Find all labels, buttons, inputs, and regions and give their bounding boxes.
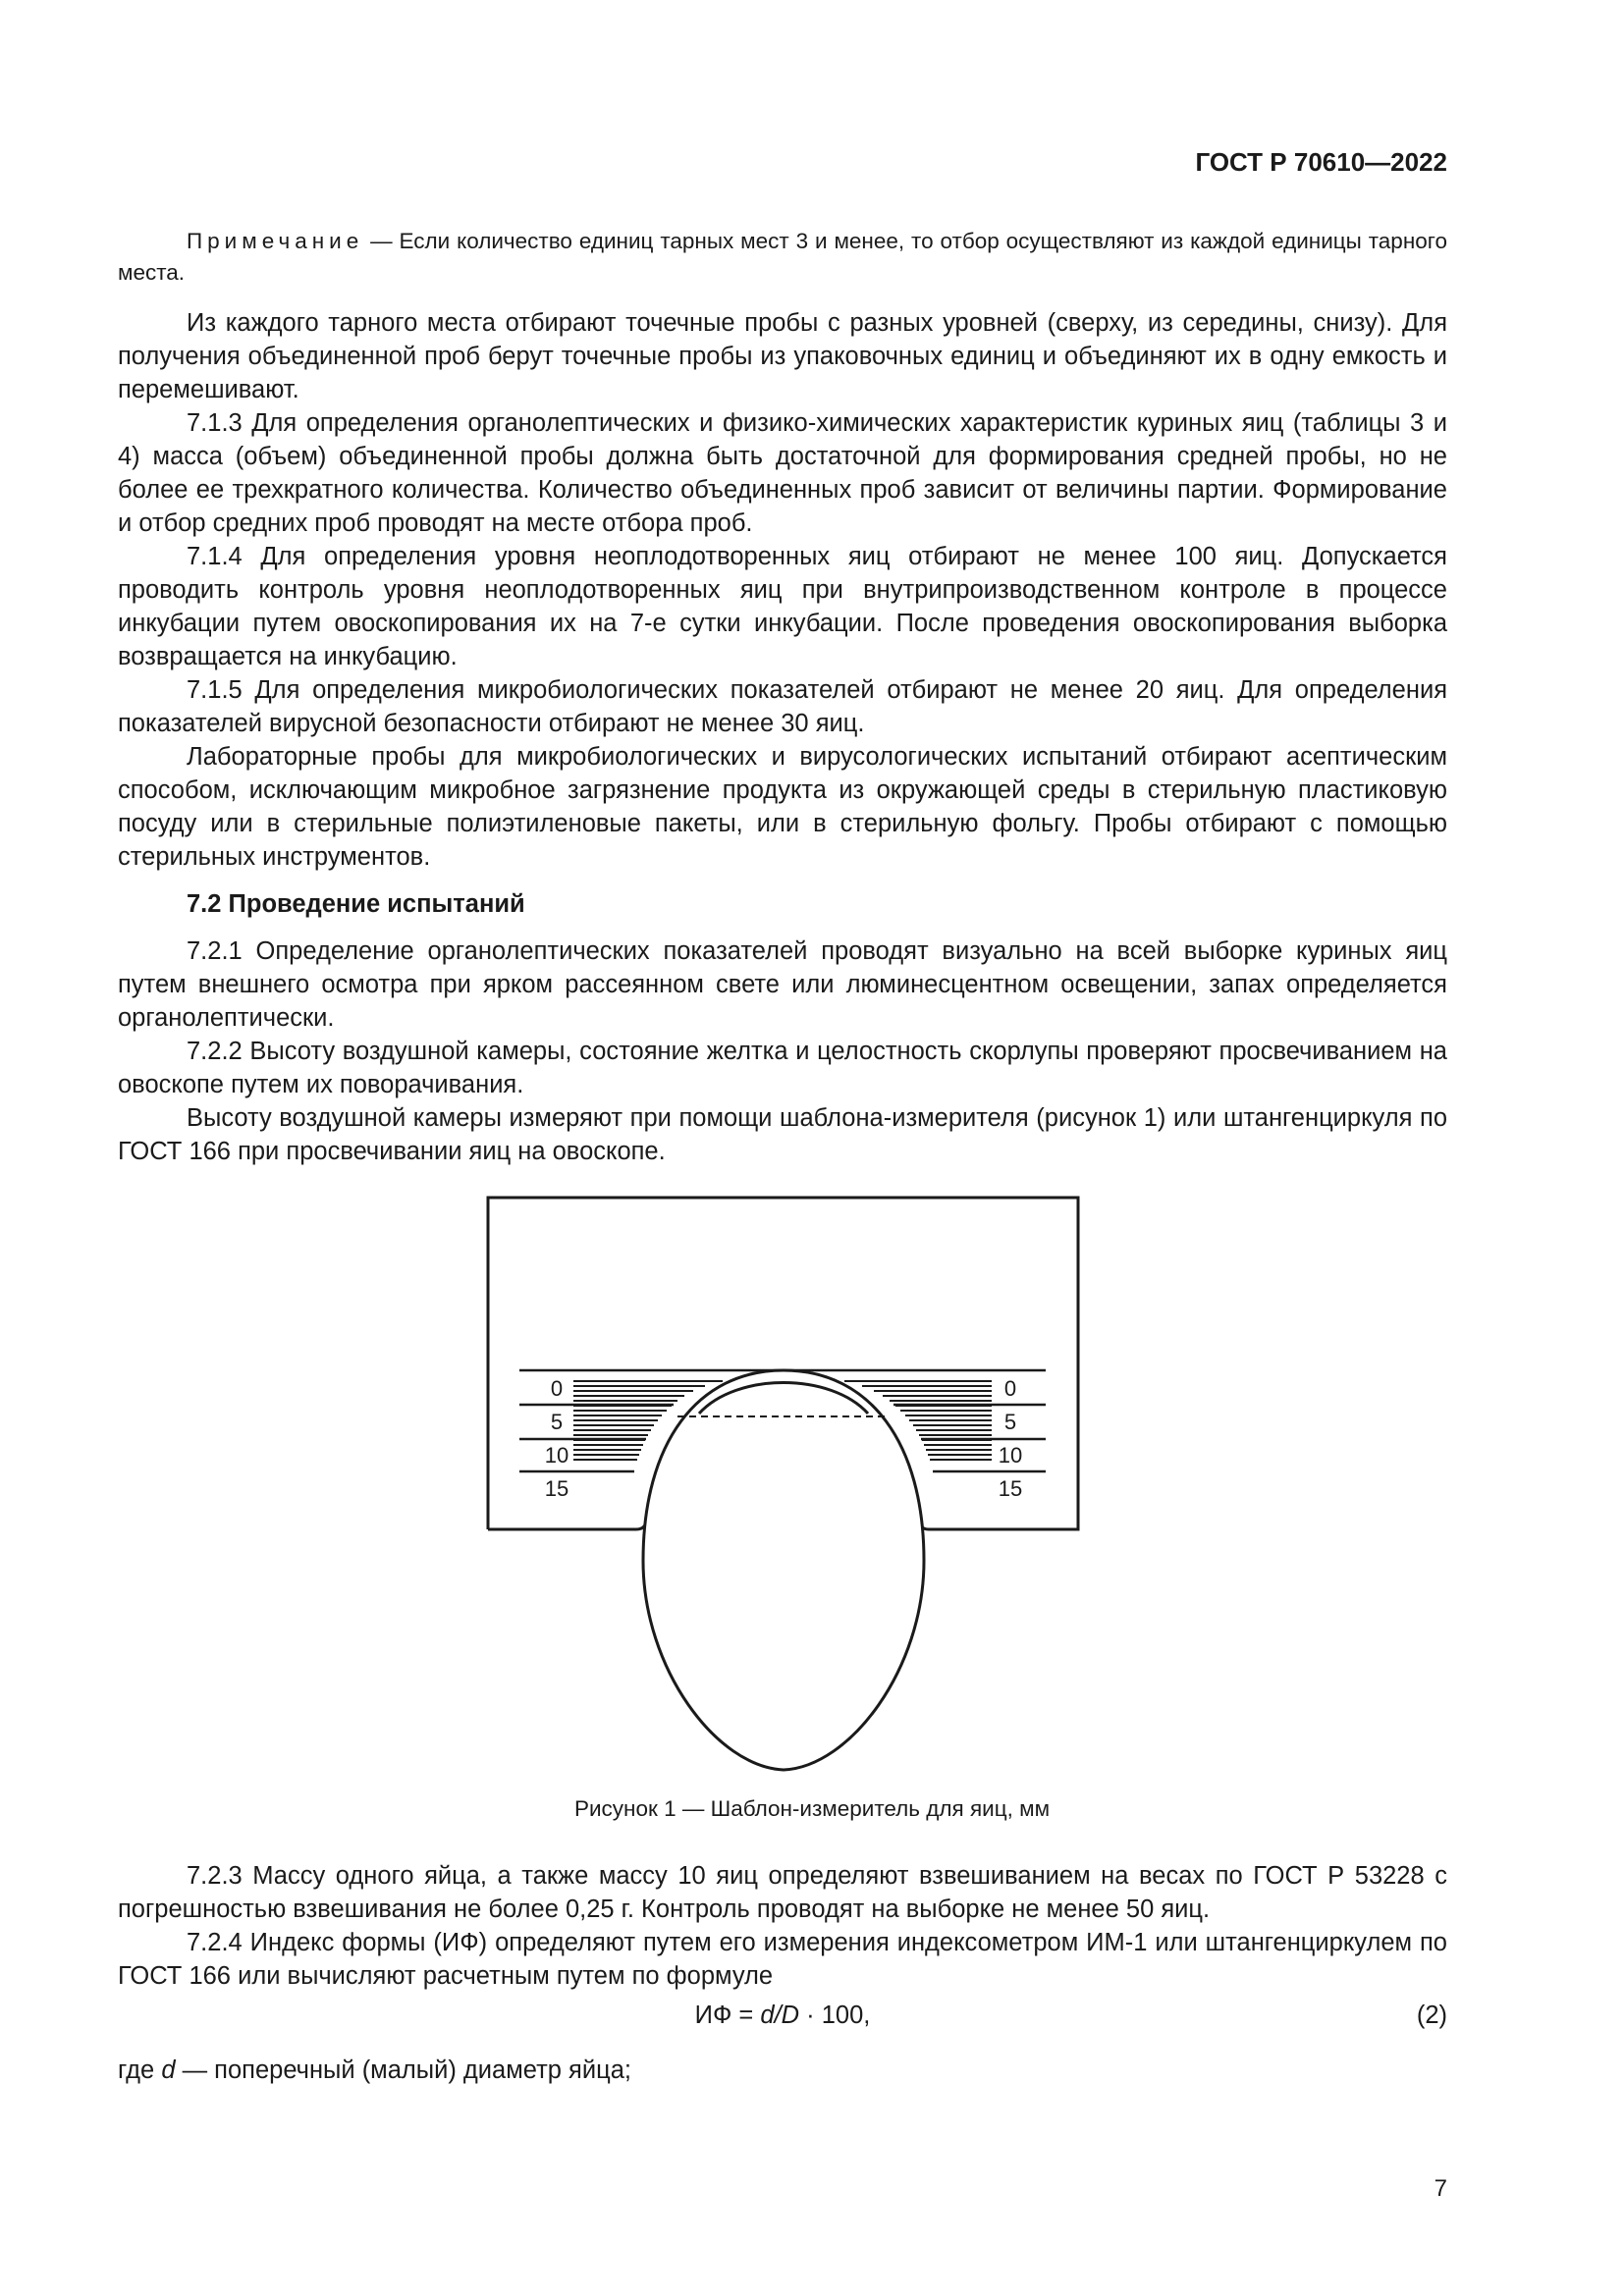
scale-label-left-10: 10 — [544, 1443, 569, 1468]
paragraph-7-2-3: 7.2.3 Массу одного яйца, а также массу 10 яиц определяют взвешиванием на весах по ГОСТ Р 53228 с погрешностью взвешивания не более 0,25 г. Контроль проводят на выборке не менее 50 яиц. — [118, 1862, 1447, 1923]
scale-label-left-0: 0 — [550, 1376, 564, 1401]
where-prefix: где — [118, 2056, 162, 2084]
paragraph-7-1-5: 7.1.5 Для определения микробиологических показателей отбирают не менее 20 яиц. Для определения показателей вирусной безопасности отбирают не менее 30 яиц. — [118, 676, 1447, 737]
formula-rhs: · 100, — [799, 2002, 871, 2029]
formula — [118, 1999, 1447, 2032]
note-text: — Если количество единиц тарных мест 3 и менее, то отбор осуществляют из каждой единицы тарного места. — [118, 229, 1447, 285]
egg-outline — [643, 1370, 924, 1770]
egg-template-figure — [0, 1190, 1624, 1838]
scale-label-right-0: 0 — [1003, 1376, 1017, 1401]
scale-label-right-15: 15 — [998, 1476, 1023, 1501]
section-heading: 7.2 Проведение испытаний — [187, 890, 525, 918]
scale-label-left-5: 5 — [550, 1410, 564, 1434]
formula-lhs: ИФ = — [694, 2002, 761, 2029]
scale-label-left-15: 15 — [544, 1476, 569, 1501]
note — [118, 226, 1447, 289]
paragraph: Высоту воздушной камеры измеряют при помощи шаблона-измерителя (рисунок 1) или штангенциркуля по ГОСТ 166 при просвечивании яиц на овоскопе. — [118, 1104, 1447, 1165]
paragraph-7-2-2: 7.2.2 Высоту воздушной камеры, состояние желтка и целостность скорлупы проверяют просвечиванием на овоскопе путем их поворачивания. — [118, 1038, 1447, 1098]
paragraph-7-1-4: 7.1.4 Для определения уровня неоплодотворенных яиц отбирают не менее 100 яиц. Допускается проводить контроль уровня неоплодотворенных яиц при внутрипроизводственном контроле в процессе инкубации путем овоскопирования их на 7-е сутки инкубации. После проведения овоскопирования выборка возвращается на инкубацию. — [118, 543, 1447, 670]
formula-where — [118, 2054, 1447, 2087]
paragraph-7-1-3: 7.1.3 Для определения органолептических и физико-химических характеристик куриных яиц (таблицы 3 и 4) масса (объем) объединенной пробы должна быть достаточной для формирования средней пробы, но не более ее трехкратного количества. Количество объединенных проб зависит от величины партии. Формирование и отбор средних проб проводят на месте отбора проб. — [118, 409, 1447, 537]
formula-number: (2) — [1416, 2002, 1447, 2029]
page-number: 7 — [1434, 2175, 1447, 2202]
where-symbol: d — [161, 2056, 176, 2084]
paragraph-7-2-4: 7.2.4 Индекс формы (ИФ) определяют путем его измерения индексометром ИМ-1 или штангенциркулем по ГОСТ 166 или вычисляют расчетным путем по формуле — [118, 1929, 1447, 1990]
scale-label-right-10: 10 — [998, 1443, 1023, 1468]
text-block-bottom — [118, 1859, 1447, 2087]
formula-D: D — [781, 2002, 800, 2029]
where-text: — поперечный (малый) диаметр яйца; — [175, 2056, 631, 2084]
formula-slash: / — [774, 2002, 782, 2029]
paragraph-7-2-1: 7.2.1 Определение органолептических показателей проводят визуально на всей выборке куриных яиц путем внешнего осмотра при ярком рассеянном свете или люминесцентном освещении, запах определяется органолептически. — [118, 937, 1447, 1032]
scale-label-right-5: 5 — [1003, 1410, 1017, 1434]
figure-caption: Рисунок 1 — Шаблон-измеритель для яиц, мм — [573, 1796, 1051, 1821]
formula-d: d — [760, 2002, 775, 2029]
paragraph: Лабораторные пробы для микробиологических и вирусологических испытаний отбирают асептическим способом, исключающим микробное загрязнение продукта из окружающей среды в стерильную пластиковую посуду или в стерильные полиэтиленовые пакеты, или в стерильную фольгу. Пробы отбирают с помощью стерильных инструментов. — [118, 743, 1447, 871]
document-code: ГОСТ Р 70610—2022 — [1195, 147, 1447, 177]
template-plate-left-notch — [488, 1502, 650, 1529]
paragraph: Из каждого тарного места отбирают точечные пробы с разных уровней (сверху, из середины, снизу). Для получения объединенной проб берут точечные пробы из упаковочных единиц и объединяют их в одну емкость и перемешивают. — [118, 309, 1447, 403]
note-label: Примечание — [187, 229, 364, 253]
text-block-top — [118, 226, 1447, 1168]
formula-row — [118, 1995, 1447, 2038]
